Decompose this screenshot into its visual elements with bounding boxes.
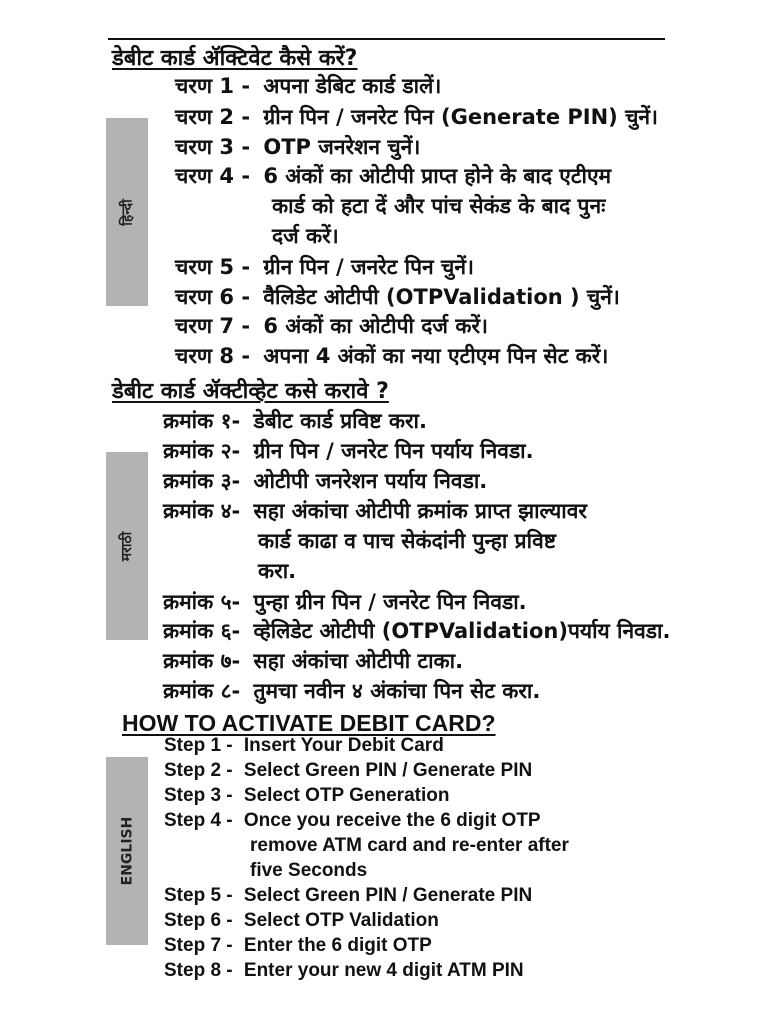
hindi-step-5-text: ग्रीन पिन / जनरेट पिन चुनें। [263, 255, 474, 279]
english-step-4-continuation-2: five Seconds [250, 860, 368, 881]
english-step-8-number: Step 8 - [164, 960, 233, 981]
english-step-1 [164, 735, 444, 757]
english-step-5-number: Step 5 - [164, 885, 233, 906]
hindi-tab-label: हिन्दी [119, 198, 136, 226]
hindi-heading: डेबीट कार्ड ॲक्टिवेट कैसे करें? [112, 46, 358, 71]
english-heading: HOW TO ACTIVATE DEBIT CARD? [122, 710, 496, 736]
hindi-step-3-number: चरण 3 - [175, 135, 251, 159]
hindi-step-6-number: चरण 6 - [175, 285, 251, 309]
hindi-step-4-text: 6 अंकों का ओटीपी प्राप्त होने के बाद एटीएम [263, 164, 612, 188]
english-step-3-text: Select OTP Generation [243, 785, 450, 806]
marathi-tab-label: मराठी [119, 531, 136, 561]
top-rule [108, 38, 665, 40]
hindi-step-1-number: चरण 1 - [175, 74, 251, 98]
marathi-step-3-number: क्रमांक ३- [163, 469, 241, 493]
marathi-step-1-text: डेबीट कार्ड प्रविष्ट करा. [253, 409, 427, 433]
english-step-3-number: Step 3 - [164, 785, 233, 806]
marathi-heading: डेबीट कार्ड ॲक्टीव्हेट कसे करावे ? [112, 379, 389, 404]
marathi-step-7-text: सहा अंकांचा ओटीपी टाका. [253, 649, 464, 673]
english-side-tab [106, 757, 148, 945]
hindi-step-8 [175, 342, 608, 370]
hindi-step-4-continuation-1: कार्ड को हटा दें और पांच सेकंड के बाद पुनः [272, 194, 606, 218]
english-step-1-text: Insert Your Debit Card [243, 735, 444, 756]
hindi-step-7-number: चरण 7 - [175, 314, 251, 338]
english-step-2 [164, 760, 532, 782]
marathi-step-2 [163, 437, 534, 465]
marathi-step-7 [163, 647, 463, 675]
marathi-step-5-text: पुन्हा ग्रीन पिन / जनरेट पिन निवडा. [253, 590, 527, 614]
marathi-step-8 [163, 677, 540, 705]
marathi-step-4-number: क्रमांक ४- [163, 499, 241, 523]
english-step-8-text: Enter your new 4 digit ATM PIN [243, 960, 524, 981]
english-step-4-continuation-1: remove ATM card and re-enter after [250, 835, 569, 856]
hindi-step-8-number: चरण 8 - [175, 344, 251, 368]
hindi-step-7 [175, 312, 488, 340]
english-step-5-text: Select Green PIN / Generate PIN [243, 885, 533, 906]
hindi-side-tab [106, 118, 148, 306]
marathi-step-4-text: सहा अंकांचा ओटीपी क्रमांक प्राप्त झाल्यावर [253, 499, 587, 523]
english-step-2-number: Step 2 - [164, 760, 233, 781]
marathi-step-5-number: क्रमांक ५- [163, 590, 241, 614]
marathi-step-2-text: ग्रीन पिन / जनरेट पिन पर्याय निवडा. [253, 439, 534, 463]
english-step-4 [164, 810, 541, 832]
marathi-step-5 [163, 588, 527, 616]
marathi-step-6-number: क्रमांक ६- [163, 619, 241, 643]
english-step-3 [164, 785, 449, 807]
english-step-7 [164, 935, 432, 957]
hindi-step-6 [175, 283, 620, 311]
english-step-4-number: Step 4 - [164, 810, 233, 831]
english-tab-label: ENGLISH [119, 816, 136, 886]
english-step-4-text: Once you receive the 6 digit OTP [243, 810, 541, 831]
marathi-step-6 [163, 617, 670, 645]
marathi-step-6-text: व्हेलिडेट ओटीपी (OTPValidation)पर्याय निवडा. [253, 619, 671, 643]
english-step-6-number: Step 6 - [164, 910, 233, 931]
marathi-step-3 [163, 467, 487, 495]
hindi-step-7-text: 6 अंकों का ओटीपी दर्ज करें। [263, 314, 489, 338]
marathi-step-8-number: क्रमांक ८- [163, 679, 241, 703]
hindi-step-2-text: ग्रीन पिन / जनरेट पिन (Generate PIN) चुनें। [263, 105, 659, 129]
hindi-step-5 [175, 253, 474, 281]
english-step-7-text: Enter the 6 digit OTP [243, 935, 432, 956]
marathi-step-1 [163, 407, 427, 435]
english-step-6 [164, 910, 439, 932]
hindi-step-4 [175, 162, 611, 190]
english-step-7-number: Step 7 - [164, 935, 233, 956]
hindi-step-2 [175, 103, 658, 131]
hindi-step-6-text: वैलिडेट ओटीपी (OTPValidation ) चुनें। [263, 285, 620, 309]
hindi-step-3-text: OTP जनरेशन चुनें। [263, 135, 421, 159]
hindi-step-5-number: चरण 5 - [175, 255, 251, 279]
marathi-step-2-number: क्रमांक २- [163, 439, 241, 463]
marathi-step-3-text: ओटीपी जनरेशन पर्याय निवडा. [253, 469, 488, 493]
hindi-step-1-text: अपना डेबिट कार्ड डालें। [263, 74, 442, 98]
marathi-side-tab [106, 452, 148, 640]
english-step-2-text: Select Green PIN / Generate PIN [243, 760, 533, 781]
marathi-step-4-continuation-2: करा. [258, 559, 297, 583]
english-step-8 [164, 960, 524, 982]
marathi-step-8-text: तुमचा नवीन ४ अंकांचा पिन सेट करा. [253, 679, 541, 703]
english-step-6-text: Select OTP Validation [243, 910, 439, 931]
hindi-step-3 [175, 133, 420, 161]
marathi-step-4 [163, 497, 587, 525]
hindi-step-8-text: अपना 4 अंकों का नया एटीएम पिन सेट करें। [263, 344, 609, 368]
hindi-step-4-continuation-2: दर्ज करें। [272, 224, 339, 248]
english-step-1-number: Step 1 - [164, 735, 233, 756]
hindi-step-4-number: चरण 4 - [175, 164, 251, 188]
hindi-step-2-number: चरण 2 - [175, 105, 251, 129]
marathi-step-1-number: क्रमांक १- [163, 409, 241, 433]
english-step-5 [164, 885, 532, 907]
marathi-step-4-continuation-1: कार्ड काढा व पाच सेकंदांनी पुन्हा प्रविष्ट [258, 529, 557, 553]
hindi-step-1 [175, 72, 441, 100]
marathi-step-7-number: क्रमांक ७- [163, 649, 241, 673]
